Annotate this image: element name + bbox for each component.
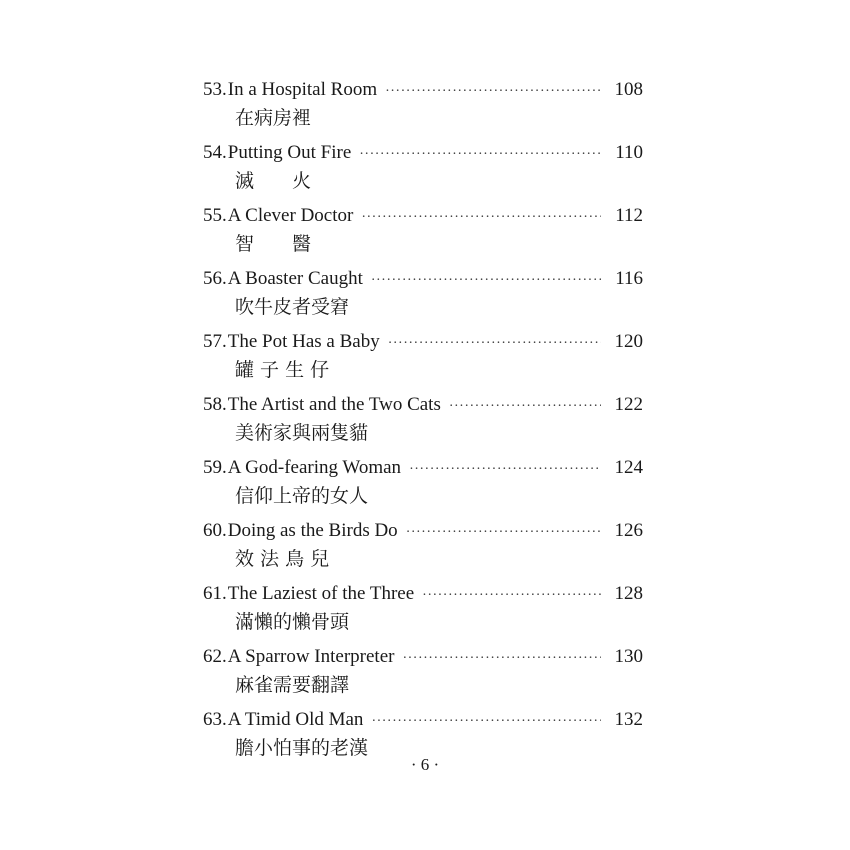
toc-entry-english-line — [203, 391, 643, 419]
toc-entry-57 — [203, 328, 643, 391]
entry-title: The Pot Has a Baby — [227, 331, 380, 352]
entry-number: 62. — [203, 646, 227, 667]
toc-entry-54 — [203, 139, 643, 202]
dot-leader — [385, 78, 601, 106]
dot-leader — [371, 267, 601, 295]
entry-number: 58. — [203, 394, 227, 415]
entry-title: In a Hospital Room — [227, 79, 378, 100]
entry-chinese-title: 美術家與兩隻貓 — [235, 422, 369, 444]
entry-chinese-title: 信仰上帝的女人 — [235, 485, 369, 507]
toc-entry-55 — [203, 202, 643, 265]
dot-leader — [359, 141, 601, 169]
dot-leader — [388, 330, 601, 358]
toc-entry-english-line — [203, 265, 643, 293]
entry-page-number: 122 — [614, 394, 643, 415]
entry-number: 53. — [203, 79, 227, 100]
entry-page-number: 116 — [615, 268, 643, 289]
entry-number: 63. — [203, 709, 227, 730]
entry-page-number: 130 — [614, 646, 643, 667]
entry-page-number: 126 — [614, 520, 643, 541]
dot-leader — [406, 519, 601, 547]
table-of-contents — [203, 76, 643, 769]
entry-title: A Sparrow Interpreter — [227, 646, 395, 667]
toc-entry-english-line — [203, 643, 643, 671]
entry-number: 60. — [203, 520, 227, 541]
entry-chinese-title: 麻雀需要翻譯 — [235, 674, 350, 696]
entry-page-number: 108 — [614, 79, 643, 100]
entry-number: 56. — [203, 268, 227, 289]
toc-entry-60 — [203, 517, 643, 580]
toc-entry-62 — [203, 643, 643, 706]
entry-chinese-title: 膽小怕事的老漢 — [235, 737, 369, 759]
entry-chinese-title: 吹牛皮者受窘 — [235, 296, 350, 318]
page-footer-number: · 6 · — [410, 755, 440, 774]
entry-title: Doing as the Birds Do — [227, 520, 398, 541]
entry-title: Putting Out Fire — [227, 142, 352, 163]
toc-entry-english-line — [203, 202, 643, 230]
entry-chinese-title: 在病房裡 — [235, 107, 312, 129]
dot-leader — [371, 708, 601, 736]
entry-chinese-title: 滅 火 — [235, 170, 312, 192]
dot-leader — [422, 582, 601, 610]
entry-number: 57. — [203, 331, 227, 352]
entry-number: 61. — [203, 583, 227, 604]
toc-entry-53 — [203, 76, 643, 139]
toc-entry-english-line — [203, 76, 643, 104]
entry-page-number: 132 — [614, 709, 643, 730]
entry-title: The Artist and the Two Cats — [227, 394, 441, 415]
entry-page-number: 128 — [614, 583, 643, 604]
toc-entry-english-line — [203, 706, 643, 734]
entry-title: A Boaster Caught — [227, 268, 363, 289]
toc-entry-61 — [203, 580, 643, 643]
entry-title: A Timid Old Man — [227, 709, 364, 730]
entry-chinese-title: 滿懶的懶骨頭 — [235, 611, 350, 633]
entry-chinese-title: 罐 子 生 仔 — [235, 359, 330, 381]
entry-page-number: 110 — [615, 142, 643, 163]
entry-chinese-title: 效 法 鳥 兒 — [235, 548, 330, 570]
toc-entry-english-line — [203, 454, 643, 482]
toc-entry-58 — [203, 391, 643, 454]
entry-page-number: 112 — [615, 205, 643, 226]
toc-entry-english-line — [203, 517, 643, 545]
dot-leader — [409, 456, 601, 484]
toc-entry-english-line — [203, 328, 643, 356]
entry-title: A Clever Doctor — [227, 205, 354, 226]
entry-number: 55. — [203, 205, 227, 226]
entry-number: 59. — [203, 457, 227, 478]
entry-chinese-title: 智 醫 — [235, 233, 312, 255]
dot-leader — [402, 645, 601, 673]
entry-title: The Laziest of the Three — [227, 583, 415, 604]
toc-entry-english-line — [203, 580, 643, 608]
entry-number: 54. — [203, 142, 227, 163]
entry-title: A God-fearing Woman — [227, 457, 402, 478]
dot-leader — [449, 393, 601, 421]
dot-leader — [361, 204, 601, 232]
toc-entry-59 — [203, 454, 643, 517]
toc-entry-english-line — [203, 139, 643, 167]
toc-entry-56 — [203, 265, 643, 328]
entry-page-number: 120 — [614, 331, 643, 352]
entry-page-number: 124 — [614, 457, 643, 478]
